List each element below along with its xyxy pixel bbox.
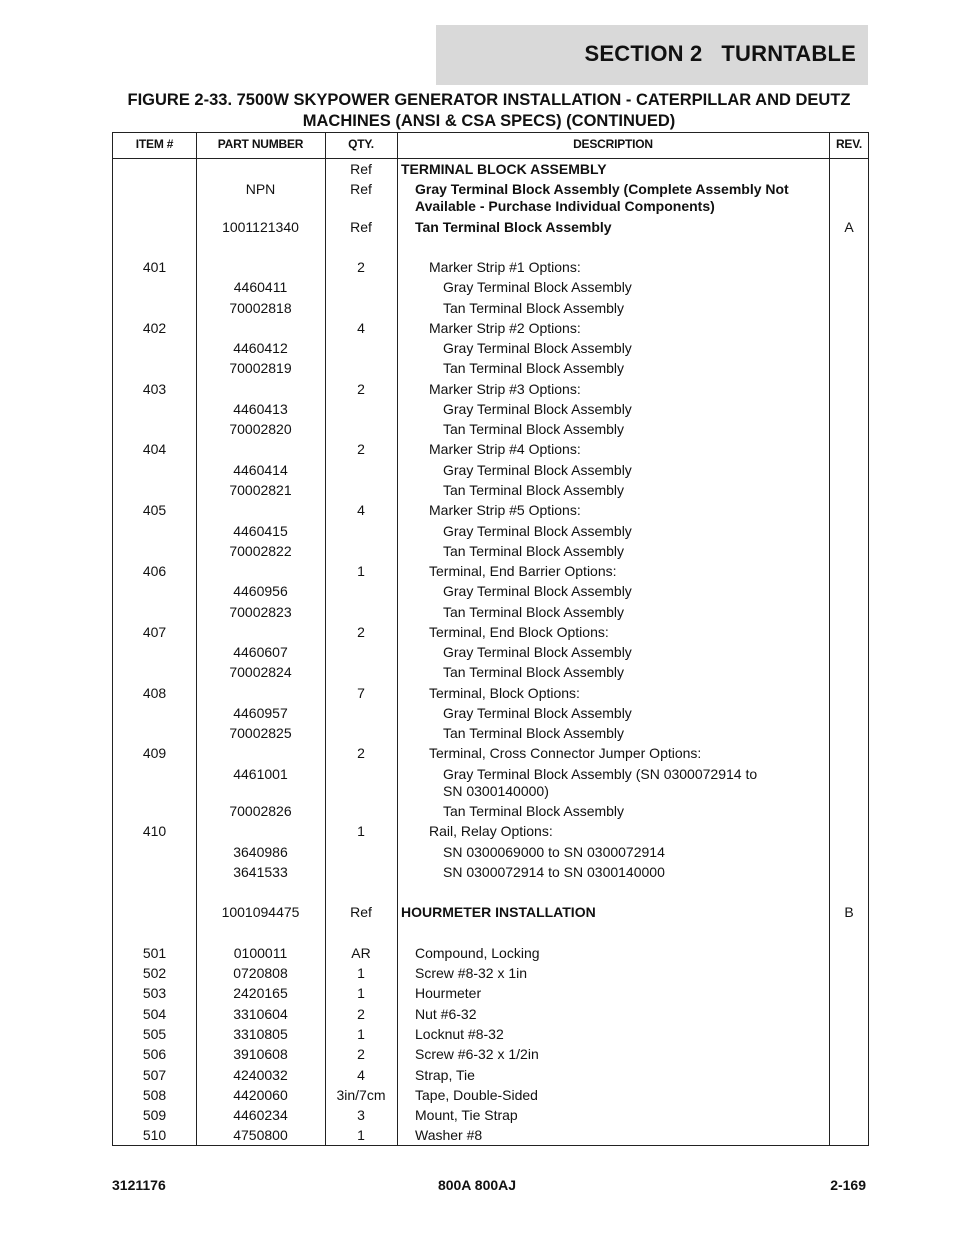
description: Locknut #8-32 (415, 1026, 504, 1042)
description: Tan Terminal Block Assembly (443, 300, 625, 316)
item-number: 510 (142, 1127, 167, 1143)
item-number: 503 (142, 985, 167, 1001)
part-number: 2420165 (233, 985, 288, 1001)
description: Gray Terminal Block Assembly (443, 340, 632, 356)
quantity: 1 (357, 1127, 365, 1143)
description: Gray Terminal Block Assembly (SN 0300072914 to SN 0300140000) (443, 766, 758, 799)
description: TERMINAL BLOCK ASSEMBLY (401, 161, 607, 177)
description: Terminal, Cross Connector Jumper Options: (429, 745, 702, 761)
part-number: 4461001 (233, 766, 288, 782)
item-number: 407 (142, 624, 167, 640)
part-number: 3910608 (233, 1046, 288, 1062)
description: Strap, Tie (415, 1067, 475, 1083)
column-header-rev: REV. (835, 137, 863, 151)
part-number: NPN (245, 181, 276, 197)
part-number: 70002819 (229, 360, 292, 376)
description: Nut #6-32 (415, 1006, 477, 1022)
quantity: 4 (357, 1067, 365, 1083)
item-number: 409 (142, 745, 167, 761)
quantity: Ref (350, 161, 372, 177)
description: Mount, Tie Strap (415, 1107, 518, 1123)
quantity: Ref (350, 181, 372, 197)
item-number: 406 (142, 563, 167, 579)
description: Tan Terminal Block Assembly (443, 604, 625, 620)
figure-title-line-2: MACHINES (ANSI & CSA SPECS) (CONTINUED) (302, 112, 676, 130)
item-number: 401 (142, 259, 167, 275)
item-number: 405 (142, 502, 167, 518)
part-number: 70002820 (229, 421, 292, 437)
part-number: 1001121340 (222, 219, 299, 235)
part-number: 4460413 (233, 401, 288, 417)
description: Gray Terminal Block Assembly (443, 462, 632, 478)
part-number: 4460411 (233, 279, 288, 295)
part-number: 70002823 (229, 604, 292, 620)
description: Terminal, End Block Options: (429, 624, 609, 640)
part-number: 4460957 (233, 705, 288, 721)
description: SN 0300072914 to SN 0300140000 (443, 864, 665, 880)
quantity: 4 (357, 502, 365, 518)
section-title: SECTION 2 TURNTABLE (584, 41, 856, 66)
part-number: 4460956 (233, 583, 288, 599)
description: Tan Terminal Block Assembly (443, 360, 625, 376)
part-number: 1001094475 (221, 904, 300, 920)
quantity: 1 (357, 563, 365, 579)
revision: B (844, 904, 854, 920)
item-number: 502 (142, 965, 167, 981)
part-number: 3310805 (233, 1026, 288, 1042)
item-number: 404 (142, 441, 167, 457)
description: Marker Strip #5 Options: (429, 502, 581, 518)
footer-models: 800A 800AJ (437, 1177, 517, 1193)
description: Tan Terminal Block Assembly (443, 482, 625, 498)
quantity: 2 (357, 259, 365, 275)
description: SN 0300069000 to SN 0300072914 (443, 844, 665, 860)
description: HOURMETER INSTALLATION (401, 904, 596, 920)
part-number: 4460607 (233, 644, 288, 660)
parts-table (112, 132, 869, 1146)
item-number: 505 (142, 1026, 167, 1042)
column-header-part-number: PART NUMBER (217, 137, 304, 151)
quantity: Ref (350, 219, 372, 235)
quantity: 2 (357, 441, 365, 457)
description: Tan Terminal Block Assembly (415, 219, 612, 235)
part-number: 4750800 (233, 1127, 288, 1143)
quantity: 2 (357, 1046, 365, 1062)
description: Tan Terminal Block Assembly (443, 725, 625, 741)
description: Tan Terminal Block Assembly (443, 664, 625, 680)
quantity: 2 (357, 745, 365, 761)
description: Tape, Double-Sided (415, 1087, 538, 1103)
part-number: 4460412 (233, 340, 288, 356)
quantity: 2 (357, 381, 365, 397)
description: Terminal, Block Options: (429, 685, 580, 701)
description: Marker Strip #3 Options: (429, 381, 581, 397)
part-number: 3641533 (233, 864, 288, 880)
footer-doc-number: 3121176 (112, 1177, 166, 1193)
description: Tan Terminal Block Assembly (443, 543, 625, 559)
part-number: 70002821 (229, 482, 292, 498)
quantity: Ref (350, 904, 372, 920)
part-number: 0100011 (233, 945, 288, 961)
item-number: 402 (142, 320, 167, 336)
quantity: 2 (357, 1006, 365, 1022)
quantity: 1 (357, 1026, 365, 1042)
part-number: 4460415 (233, 523, 288, 539)
quantity: 1 (357, 823, 365, 839)
description: Washer #8 (415, 1127, 483, 1143)
part-number: 70002826 (229, 803, 292, 819)
part-number: 0720808 (233, 965, 288, 981)
description: Tan Terminal Block Assembly (443, 421, 625, 437)
item-number: 504 (142, 1006, 167, 1022)
description: Gray Terminal Block Assembly (443, 644, 632, 660)
description: Gray Terminal Block Assembly (443, 523, 632, 539)
description: Screw #8-32 x 1in (415, 965, 528, 981)
part-number: 4240032 (233, 1067, 288, 1083)
part-number: 70002825 (229, 725, 292, 741)
section-header-bar (436, 25, 868, 85)
description: Compound, Locking (415, 945, 540, 961)
description: Tan Terminal Block Assembly (443, 803, 625, 819)
part-number: 3640986 (233, 844, 288, 860)
item-number: 506 (142, 1046, 167, 1062)
part-number: 70002824 (229, 664, 292, 680)
quantity: 2 (357, 624, 365, 640)
quantity: 3 (357, 1107, 365, 1123)
description: Gray Terminal Block Assembly (443, 401, 632, 417)
description: Gray Terminal Block Assembly (443, 705, 632, 721)
description: Screw #6-32 x 1/2in (415, 1046, 539, 1062)
description: Gray Terminal Block Assembly (Complete Assembly Not Available - Purchase Individual Components) (415, 181, 789, 214)
quantity: 4 (357, 320, 365, 336)
part-number: 70002818 (229, 300, 292, 316)
description: Marker Strip #2 Options: (429, 320, 581, 336)
column-header-item: ITEM # (135, 137, 174, 151)
quantity: 1 (357, 985, 365, 1001)
part-number: 3310604 (233, 1006, 288, 1022)
description: Marker Strip #4 Options: (429, 441, 581, 457)
quantity: 7 (357, 685, 365, 701)
figure-title-line-1: FIGURE 2-33. 7500W SKYPOWER GENERATOR INSTALLATION - CATERPILLAR AND DEUTZ (127, 91, 851, 109)
description: Terminal, End Barrier Options: (429, 563, 617, 579)
quantity: 3in/7cm (336, 1087, 386, 1103)
part-number: 70002822 (229, 543, 292, 559)
column-header-qty: QTY. (348, 137, 374, 151)
revision: A (844, 219, 854, 235)
item-number: 501 (142, 945, 167, 961)
item-number: 403 (142, 381, 167, 397)
footer-page-number: 2-169 (830, 1177, 866, 1193)
column-header-description: DESCRIPTION (573, 137, 653, 151)
quantity: 1 (357, 965, 365, 981)
figure-title (100, 90, 878, 132)
description: Gray Terminal Block Assembly (443, 279, 632, 295)
item-number: 410 (142, 823, 167, 839)
part-number: 4420060 (233, 1087, 288, 1103)
quantity: AR (351, 945, 371, 961)
header-divider (113, 158, 868, 159)
description: Rail, Relay Options: (429, 823, 553, 839)
description: Marker Strip #1 Options: (429, 259, 581, 275)
item-number: 408 (142, 685, 167, 701)
description: Gray Terminal Block Assembly (443, 583, 632, 599)
item-number: 508 (142, 1087, 167, 1103)
part-number: 4460234 (233, 1107, 288, 1123)
item-number: 509 (142, 1107, 167, 1123)
column-divider (397, 133, 398, 1145)
part-number: 4460414 (233, 462, 288, 478)
description: Hourmeter (415, 985, 482, 1001)
item-number: 507 (142, 1067, 167, 1083)
